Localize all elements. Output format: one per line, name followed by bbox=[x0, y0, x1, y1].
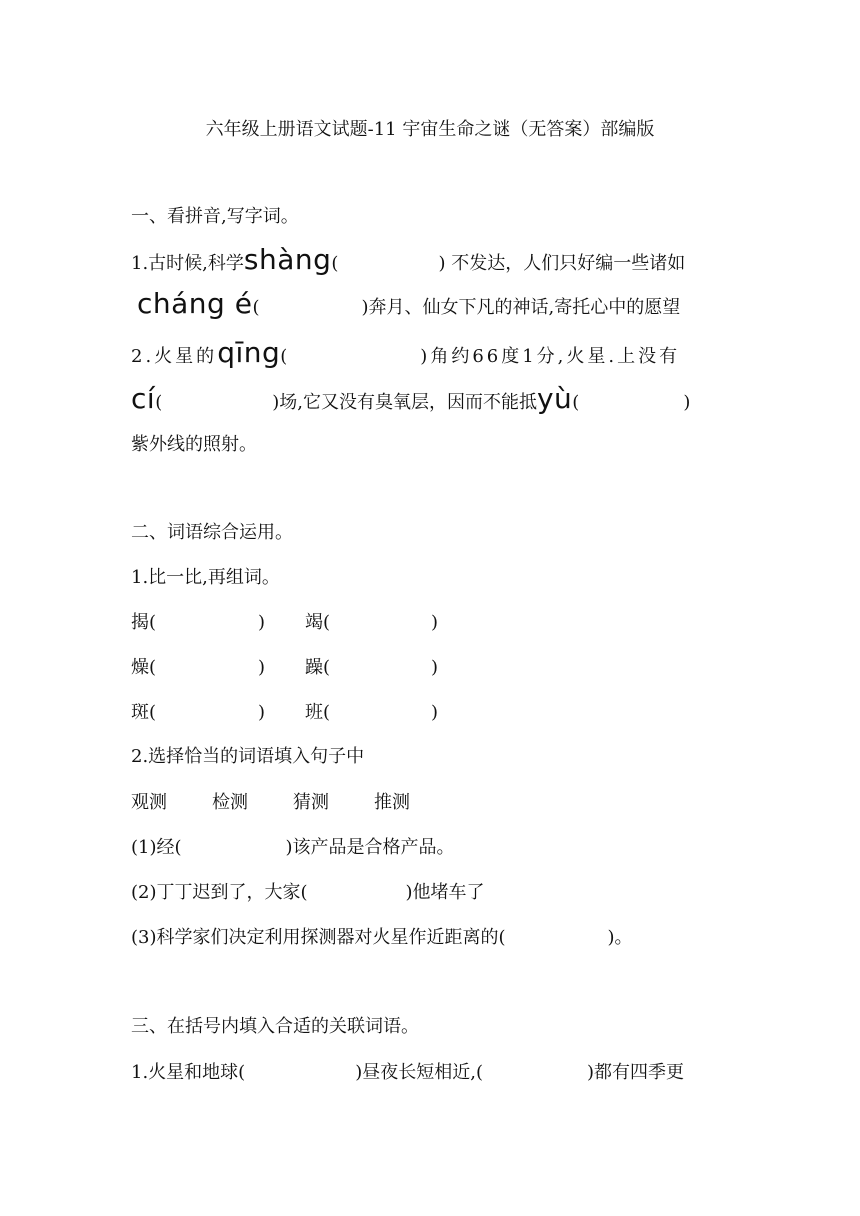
word-option-1: 观测 bbox=[131, 792, 167, 813]
pair-1-left: 揭( bbox=[131, 612, 157, 633]
s1-q2-text-c: )角约66度1分,火星.上没有 bbox=[420, 346, 681, 367]
s2-sentence-1-b: )该产品是合格产品。 bbox=[285, 837, 455, 858]
s1-q2-line2 bbox=[131, 382, 691, 420]
s1-q2-open-2: ( bbox=[155, 392, 163, 413]
pair-3-right-close: ) bbox=[431, 702, 439, 723]
pair-3-left-close: ) bbox=[258, 702, 266, 723]
page-title: 六年级上册语文试题-11 宇宙生命之谜（无答案）部编版 bbox=[205, 119, 655, 140]
word-option-4: 推测 bbox=[374, 792, 410, 813]
section-1-heading: 一、看拼音,写字词。 bbox=[131, 206, 299, 227]
s1-q2-line1 bbox=[131, 336, 681, 374]
s2-sentence-2-b: )他堵车了 bbox=[405, 882, 485, 903]
s2-sentence-3-a: (3)科学家们决定利用探测器对火星作近距离的( bbox=[131, 927, 506, 948]
s1-q2-close: ) bbox=[683, 392, 691, 413]
s3-q1-b: )昼夜长短相近,( bbox=[355, 1062, 483, 1083]
section-2-heading: 二、词语综合运用。 bbox=[131, 522, 293, 543]
pinyin-change: cháng é bbox=[137, 287, 253, 320]
s1-q1-text-e: )奔月、仙女下凡的神话,寄托心中的愿望 bbox=[361, 297, 681, 318]
s1-q1-line1 bbox=[131, 243, 686, 281]
pair-1-right: 竭( bbox=[305, 612, 331, 633]
pinyin-ci: cí bbox=[131, 382, 156, 415]
s2-sentence-1-a: (1)经( bbox=[131, 837, 182, 858]
s1-q1-open: ( bbox=[331, 253, 339, 274]
pair-1-right-close: ) bbox=[431, 612, 439, 633]
s3-q1-a: 1.火星和地球( bbox=[131, 1062, 246, 1083]
s2-sentence-3 bbox=[131, 925, 633, 951]
pair-2-left-close: ) bbox=[258, 657, 266, 678]
s1-q2-open: ( bbox=[280, 346, 291, 367]
section-3-heading: 三、在括号内填入合适的关联词语。 bbox=[131, 1016, 419, 1037]
s1-q1-open-2: ( bbox=[252, 297, 260, 318]
pinyin-qing: qīng bbox=[217, 336, 281, 369]
pair-1-left-close: ) bbox=[258, 612, 266, 633]
pinyin-yu: yù bbox=[536, 382, 573, 415]
pair-3-left: 斑( bbox=[131, 702, 157, 723]
s1-q2-line3: 紫外线的照射。 bbox=[131, 434, 257, 455]
s1-q1-text-a: 1.古时候,科学 bbox=[131, 253, 244, 274]
pair-2-right-close: ) bbox=[431, 657, 439, 678]
s2-sentence-3-b: )。 bbox=[607, 927, 633, 948]
s1-q2-text-e: )场,它又没有臭氧层，因而不能抵 bbox=[272, 392, 537, 413]
s1-q1-text-c: ) 不发达，人们只好编一些诸如 bbox=[438, 253, 686, 274]
s3-q1-line1 bbox=[131, 1060, 684, 1086]
pair-2-right: 躁( bbox=[305, 657, 331, 678]
pinyin-shang: shàng bbox=[243, 243, 332, 276]
s2-sentence-1 bbox=[131, 835, 455, 861]
s2-sentence-2-a: (2)丁丁迟到了，大家( bbox=[131, 882, 308, 903]
pair-2-left: 燥( bbox=[131, 657, 157, 678]
s1-q1-line2 bbox=[137, 287, 681, 325]
s2-q1-prompt: 1.比一比,再组词。 bbox=[131, 567, 280, 588]
word-option-2: 检测 bbox=[212, 792, 248, 813]
word-option-3: 猜测 bbox=[293, 792, 329, 813]
s1-q2-text-a: 2.火星的 bbox=[131, 346, 218, 367]
s3-q1-c: )都有四季更 bbox=[586, 1062, 685, 1083]
s1-q2-open-3: ( bbox=[572, 392, 580, 413]
pair-3-right: 班( bbox=[305, 702, 331, 723]
s2-sentence-2 bbox=[131, 880, 485, 906]
s2-q2-prompt: 2.选择恰当的词语填入句子中 bbox=[131, 746, 365, 767]
